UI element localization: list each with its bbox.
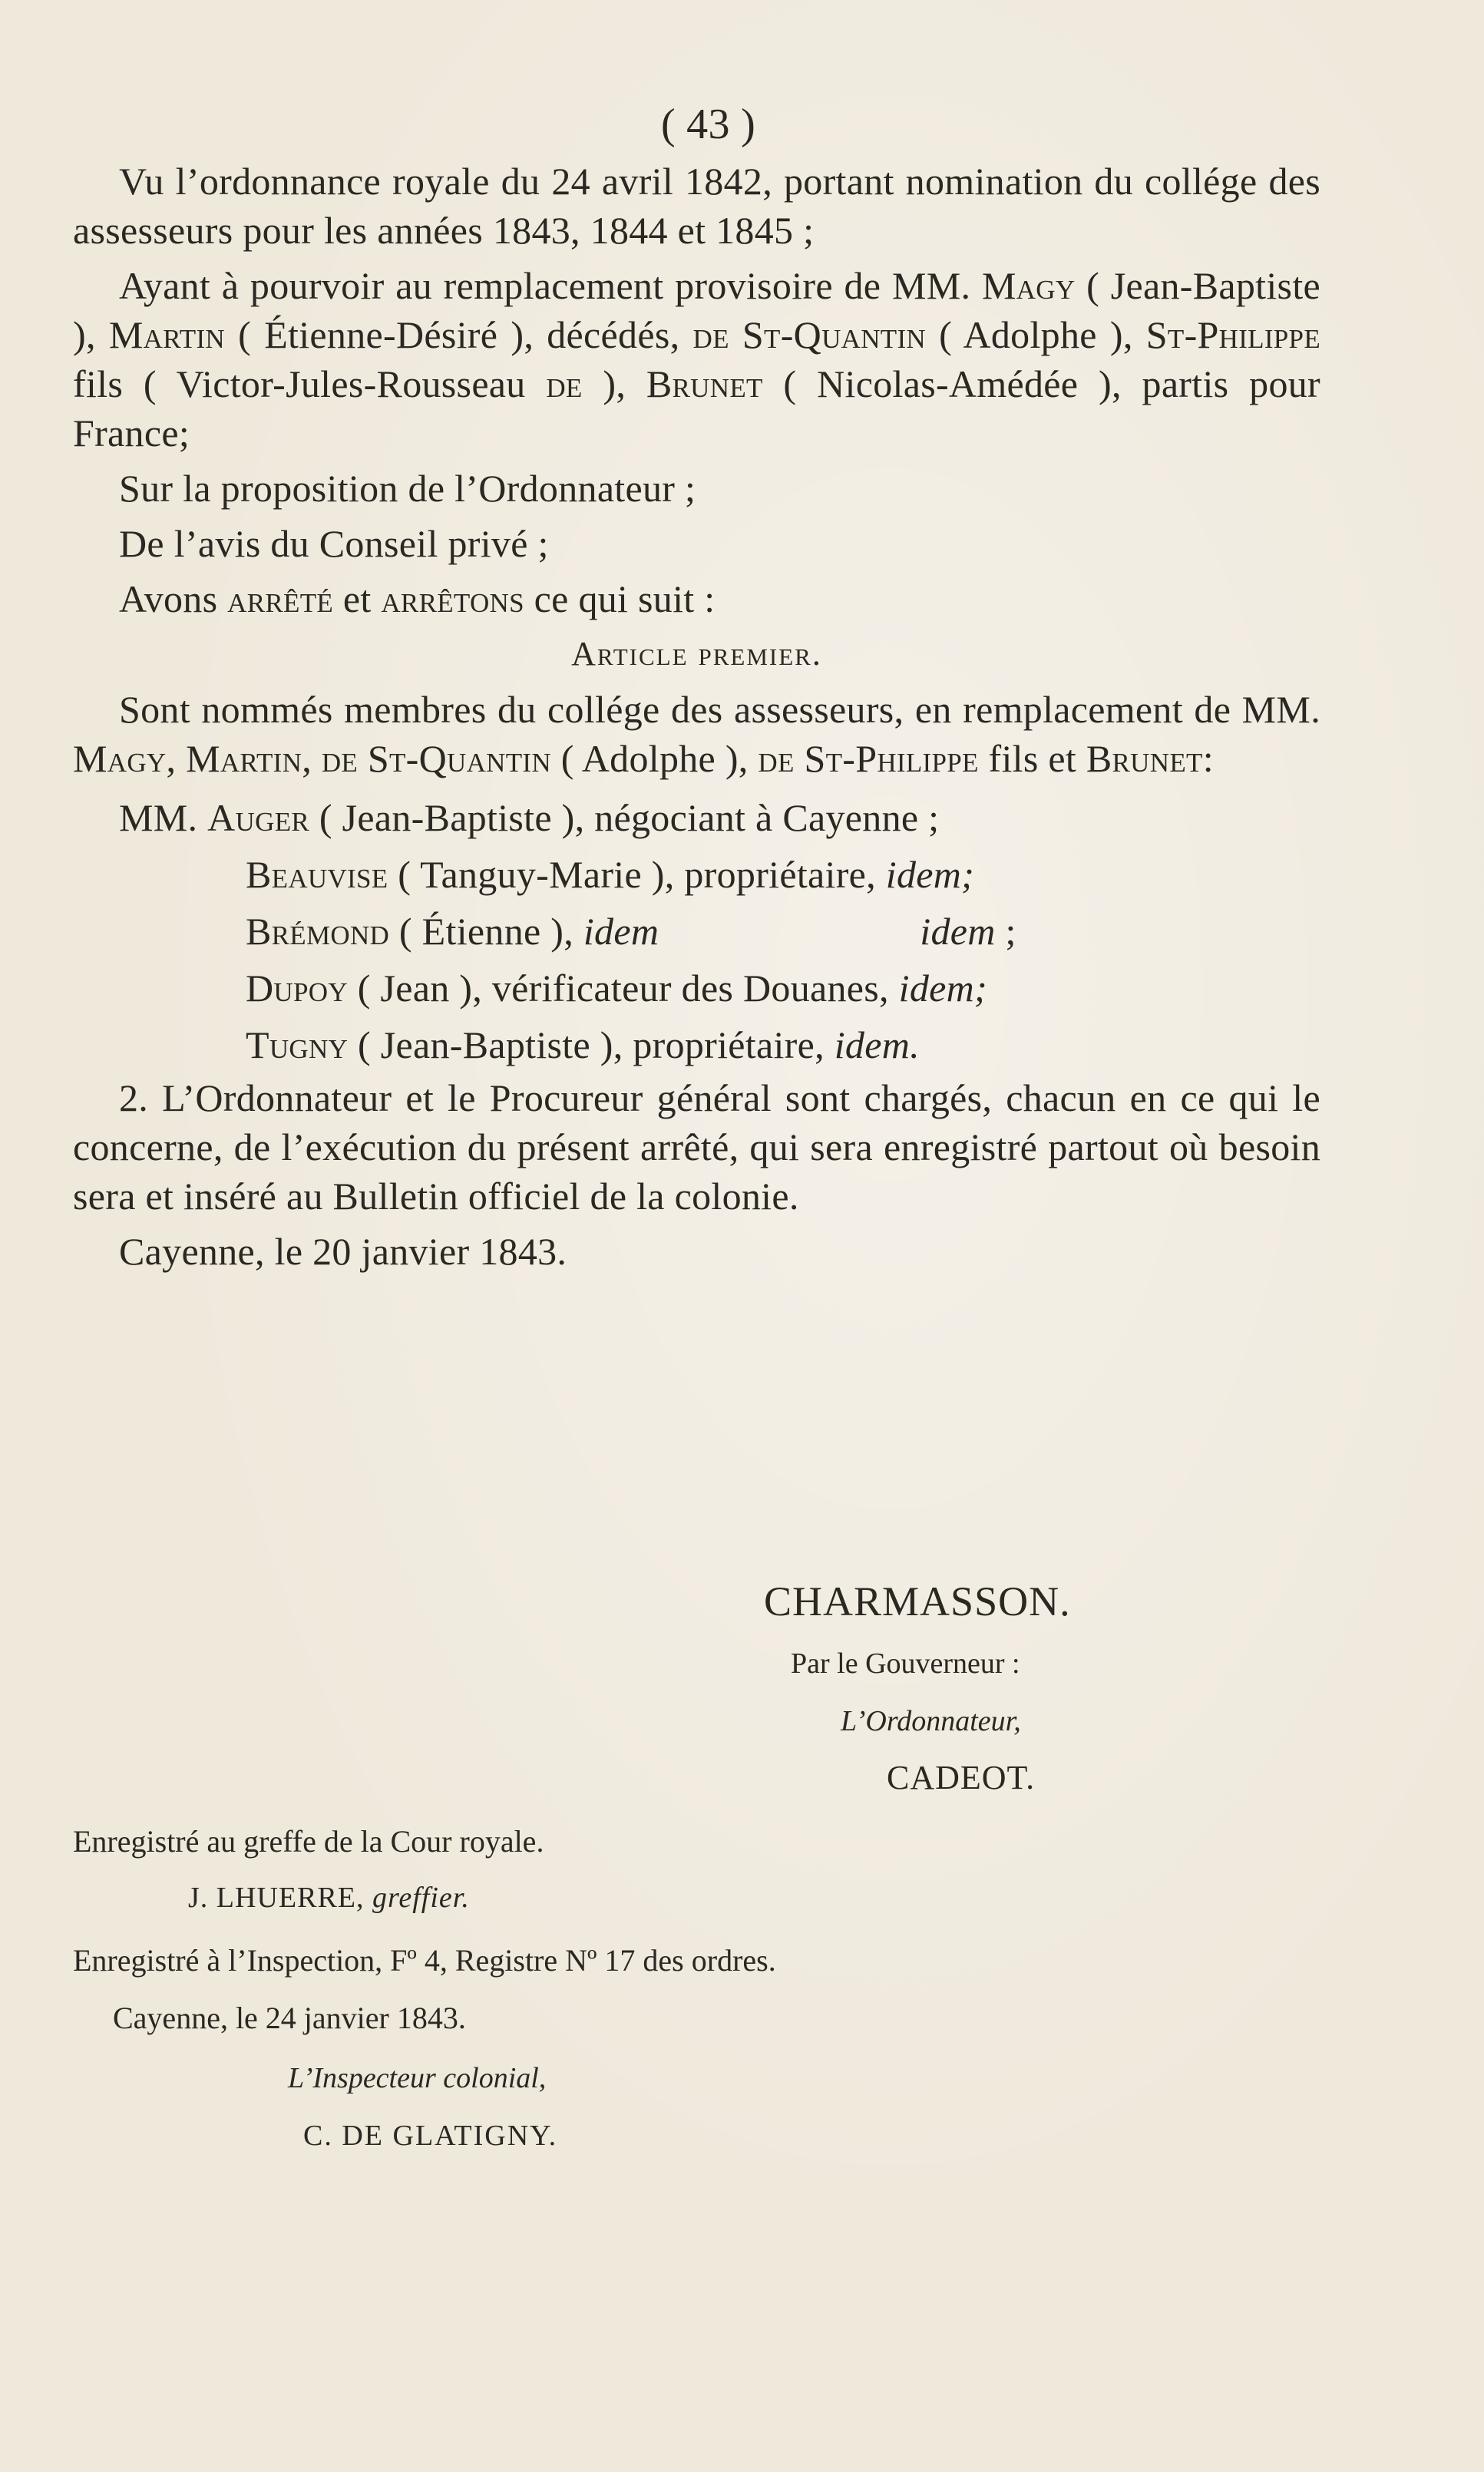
member-detail: ;: [995, 910, 1016, 953]
text-run: ( Étienne-Désiré ), décédés,: [224, 313, 693, 356]
registration-date: Cayenne, le 24 janvier 1843.: [113, 2001, 466, 2035]
inspecteur-name: C. DE GLATIGNY.: [303, 2120, 558, 2152]
governor-signature: CHARMASSON.: [764, 1578, 1071, 1624]
greffier-signature: [188, 1881, 470, 1915]
member-row: [73, 960, 1320, 1016]
name-magy: Magy: [73, 737, 167, 780]
word-arretons: arrêtons: [381, 577, 524, 620]
member-detail: ( Étienne ),: [389, 910, 583, 953]
name-martin: Martin: [108, 313, 225, 356]
registration-greffe: Enregistré au greffe de la Cour royale.: [73, 1824, 544, 1859]
word-arrete: arrêté: [227, 577, 334, 620]
member-name: Brémond: [246, 910, 390, 953]
par-gouverneur: Par le Gouverneur :: [791, 1647, 1020, 1680]
name-brunet: Brunet: [1086, 737, 1203, 780]
text-run: et: [333, 577, 382, 620]
paragraph-article-2: 2. L’Ordonnateur et le Procureur général sont chargés, chacun en ce qui le concerne, de l’exécution du présent arrêté, qui sera enregistré partout où besoin sera et inséré au Bulletin officiel de la colonie.: [73, 1076, 1320, 1218]
paragraph-avons: [73, 574, 1320, 623]
text-run: ( Jean-Baptiste ),: [73, 264, 1320, 356]
member-name: Tugny: [246, 1023, 349, 1066]
particle-de: de: [546, 362, 583, 405]
member-row: [73, 903, 1320, 960]
name-st-philippe: St-Philippe: [804, 737, 979, 780]
text-run: fils ( Victor-Jules-Rousseau: [73, 362, 547, 405]
text-run: ( Adolphe ),: [550, 737, 759, 780]
paragraph-avis: De l’avis du Conseil privé ;: [119, 522, 549, 565]
text-run: ,: [302, 737, 322, 780]
text-run: ( Nicolas-Amédée ), partis pour France;: [73, 362, 1320, 454]
paragraph-sont: [73, 685, 1320, 783]
member-detail: ( Jean-Baptiste ), propriétaire,: [348, 1023, 835, 1066]
name-de-st-quantin: de St-Quantin: [692, 313, 927, 356]
text-run: ce qui suit :: [524, 577, 716, 620]
paragraph-vu: Vu l’ordonnance royale du 24 avril 1842, portant nomination du collége des assesseurs pour les années 1843, 1844 et 1845 ;: [73, 160, 1320, 252]
member-detail: ( Jean-Baptiste ), négociant à Cayenne ;: [309, 796, 940, 839]
name-st-philippe: St-Philippe: [1145, 313, 1321, 356]
member-idem: idem;: [885, 853, 975, 896]
members-list: [73, 789, 1320, 1073]
date-line: Cayenne, le 20 janvier 1843.: [119, 1230, 567, 1273]
text-run: Avons: [119, 577, 228, 620]
member-detail: ( Jean ), vérificateur des Douanes,: [347, 967, 899, 1010]
text-run: :: [1202, 737, 1214, 780]
ordonnateur-name: CADEOT.: [887, 1759, 1036, 1796]
member-idem: idem: [920, 910, 996, 953]
member-detail: ( Tanguy-Marie ), propriétaire,: [388, 853, 886, 896]
member-name: Auger: [207, 796, 310, 839]
member-idem: idem: [583, 910, 659, 953]
text-run: [795, 737, 805, 780]
ordonnateur-title: L’Ordonnateur,: [841, 1705, 1021, 1737]
name-magy: Magy: [981, 264, 1076, 307]
mm-label: MM.: [119, 796, 198, 839]
text-run: fils et: [978, 737, 1086, 780]
paragraph-ayant: [73, 261, 1320, 458]
page-number: ( 43 ): [660, 101, 756, 148]
particle-de: de: [758, 737, 795, 780]
name-brunet: Brunet: [646, 362, 763, 405]
member-name: Beauvise: [246, 853, 388, 896]
name-martin: Martin: [186, 737, 302, 780]
text-run: ( Adolphe ),: [926, 313, 1146, 356]
member-idem: idem.: [834, 1023, 920, 1066]
inspecteur-title: L’Inspecteur colonial,: [288, 2062, 547, 2094]
member-row: [73, 846, 1320, 903]
greffier-name: J. LHUERRE,: [188, 1882, 365, 1914]
text-run: Ayant à pourvoir au remplacement provisoire de MM.: [119, 264, 982, 307]
main-text: [73, 100, 1320, 1282]
member-idem: idem;: [898, 967, 987, 1010]
member-name: Dupoy: [246, 967, 348, 1010]
greffier-title: greffier.: [372, 1882, 470, 1914]
name-de-st-quantin: de St-Quantin: [321, 737, 551, 780]
paragraph-sur: Sur la proposition de l’Ordonnateur ;: [119, 467, 696, 510]
member-row: [73, 789, 1320, 846]
member-row: [73, 1016, 1320, 1073]
text-run: ),: [582, 362, 646, 405]
text-run: Sont nommés membres du collége des assesseurs, en remplacement de MM.: [119, 688, 1320, 731]
article-heading: Article premier.: [571, 635, 822, 673]
text-run: ,: [166, 737, 187, 780]
registration-inspection: Enregistré à l’Inspection, Fº 4, Registre Nº 17 des ordres.: [73, 1943, 776, 1978]
